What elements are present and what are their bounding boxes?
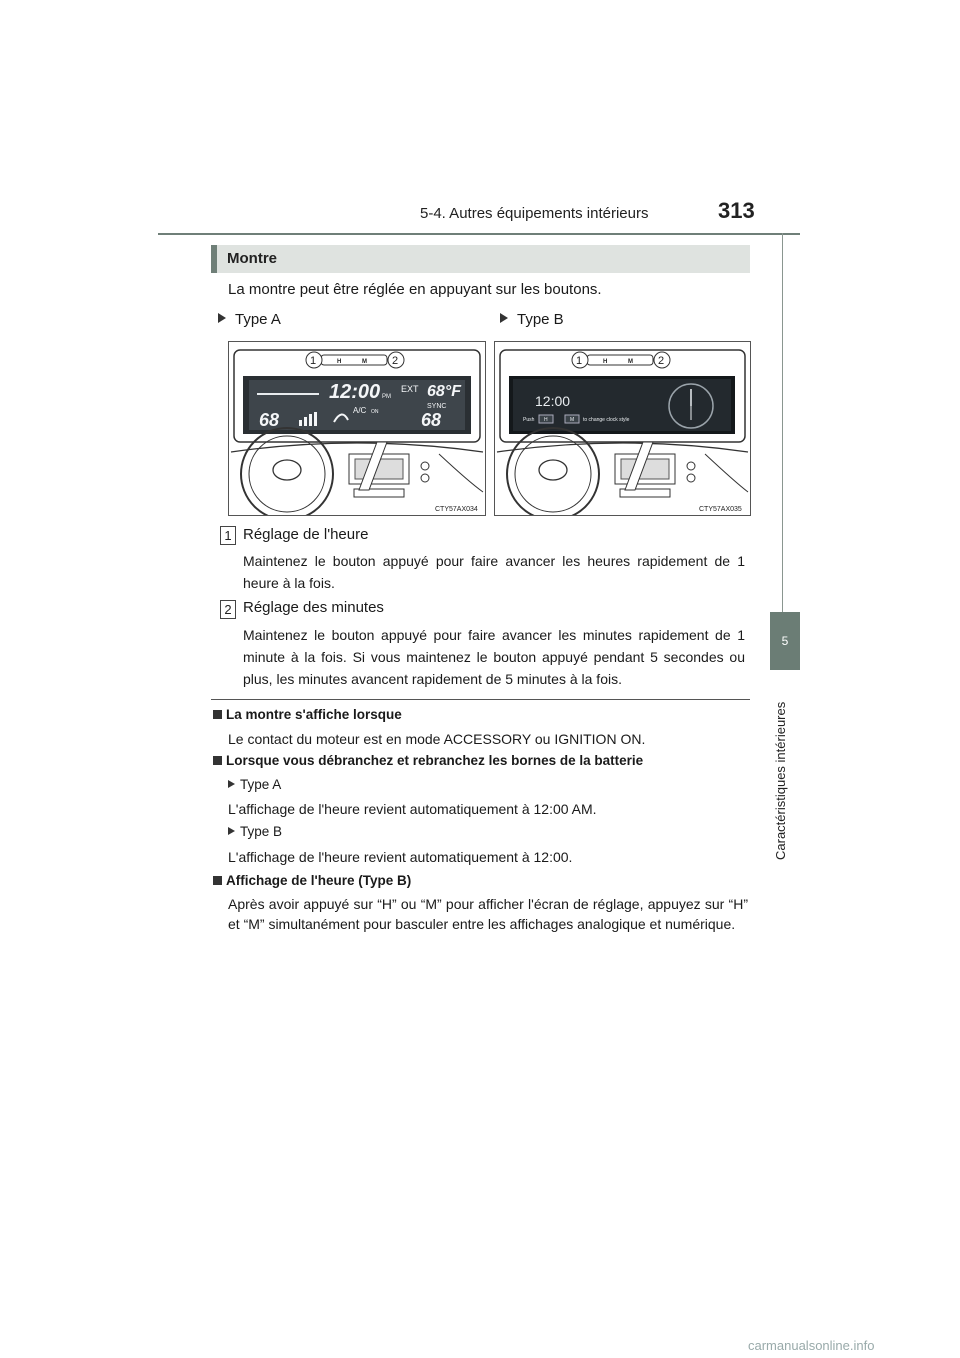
type-a-callout-2: 2: [392, 355, 399, 367]
note-2-type-b-text: L'affichage de l'heure revient automatiquement à 12:00.: [228, 849, 573, 865]
note-2-type-a-label: Type A: [240, 777, 282, 792]
header-rule: [158, 233, 800, 235]
item-1-num-box: 1: [220, 526, 236, 545]
type-a-clock-digits: 12:00: [329, 381, 381, 403]
type-a-ext-temp: 68°F: [427, 383, 461, 400]
type-a-figure-code: CTY57AX034: [435, 506, 478, 513]
chapter-label: [773, 680, 793, 860]
type-a-ext: EXT: [401, 384, 419, 394]
note-2-type-b-label: Type B: [240, 824, 283, 839]
note-2-heading-text: Lorsque vous débranchez et rebranchez les bornes de la batterie: [226, 753, 644, 768]
arrow-right-icon: [228, 780, 235, 788]
item-2-num-box: 2: [220, 600, 236, 619]
item-2-number: [220, 600, 236, 619]
chapter-label-text: Caractéristiques intérieures: [773, 701, 788, 860]
type-b-m-button: M: [628, 359, 633, 365]
note-3-heading: [213, 873, 411, 888]
type-b-callout-2: 2: [658, 355, 665, 367]
item-1-number: [220, 526, 236, 545]
note-2-type-a-text: L'affichage de l'heure revient automatiquement à 12:00 AM.: [228, 801, 597, 817]
type-a-pm: PM: [382, 394, 391, 400]
type-b-label: [500, 311, 564, 328]
section-title: Montre: [227, 250, 277, 267]
type-a-right-temp: 68: [421, 410, 442, 430]
item-1-body: Maintenez le bouton appuyé pour faire avancer les heures rapidement de 1 heure à la fois.: [243, 553, 745, 591]
type-b-h-button: H: [603, 359, 608, 365]
item-2-body: Maintenez le bouton appuyé pour faire avancer les minutes rapidement de 1 minute à la fois. Si vous maintenez le bouton appuyé pendant 5 secondes ou plus, les minutes avancent rapidement de 5 minutes à la fois.: [243, 627, 745, 687]
section-title-bar: [211, 245, 750, 273]
arrow-right-icon: [500, 313, 508, 323]
square-bullet-icon: [213, 756, 222, 765]
type-a-ac-on: ON: [371, 409, 379, 415]
side-tab-line: [782, 233, 783, 613]
square-bullet-icon: [213, 710, 222, 719]
intro-text: La montre peut être réglée en appuyant sur les boutons.: [228, 281, 602, 298]
note-3-heading-text: Affichage de l'heure (Type B): [226, 873, 412, 888]
type-a-m-button: M: [362, 359, 367, 365]
note-1-heading: [213, 707, 402, 722]
type-a-h-button: H: [337, 359, 342, 365]
type-a-ac: A/C: [353, 406, 367, 415]
dashboard-illustration-a: [229, 342, 485, 515]
note-2-heading: [213, 753, 643, 768]
type-b-h-key: H: [544, 417, 548, 423]
dashboard-illustration-b: [495, 342, 750, 515]
page-number: 313: [718, 198, 755, 223]
item-1-title: Réglage de l'heure: [243, 526, 369, 543]
note-3-body: Après avoir appuyé sur “H” ou “M” pour afficher l'écran de réglage, appuyez sur “H” et “M” simultanément pour basculer entre les affichages analogique et numérique.: [228, 896, 748, 932]
arrow-right-icon: [228, 827, 235, 835]
type-b-change-text: to change clock style: [583, 417, 630, 423]
figure-type-b: [494, 341, 751, 516]
square-bullet-icon: [213, 876, 222, 885]
type-b-text: Type B: [517, 311, 564, 328]
type-b-clock-digits: 12:00: [535, 393, 571, 409]
type-b-callout-1: 1: [576, 355, 583, 367]
figure-type-a: [228, 341, 486, 516]
chapter-tab: 5: [770, 612, 800, 670]
type-a-callout-1: 1: [310, 355, 317, 367]
section-divider: [211, 699, 750, 700]
type-a-label: [218, 311, 281, 328]
note-1-heading-text: La montre s'affiche lorsque: [226, 707, 402, 722]
note-2-type-a: [228, 777, 281, 792]
type-a-sync: SYNC: [427, 403, 447, 410]
item-2-title: Réglage des minutes: [243, 599, 384, 616]
section-header: 5-4. Autres équipements intérieurs: [420, 205, 649, 222]
type-b-m-key: M: [570, 417, 575, 423]
note-2-type-b: [228, 824, 282, 839]
type-b-push: Push: [523, 417, 535, 423]
note-1-body: Le contact du moteur est en mode ACCESSORY ou IGNITION ON.: [228, 731, 646, 747]
type-b-figure-code: CTY57AX035: [699, 506, 742, 513]
watermark: carmanualsonline.info: [748, 1338, 875, 1353]
arrow-right-icon: [218, 313, 226, 323]
type-a-left-temp: 68: [259, 410, 280, 430]
type-a-text: Type A: [235, 311, 281, 328]
